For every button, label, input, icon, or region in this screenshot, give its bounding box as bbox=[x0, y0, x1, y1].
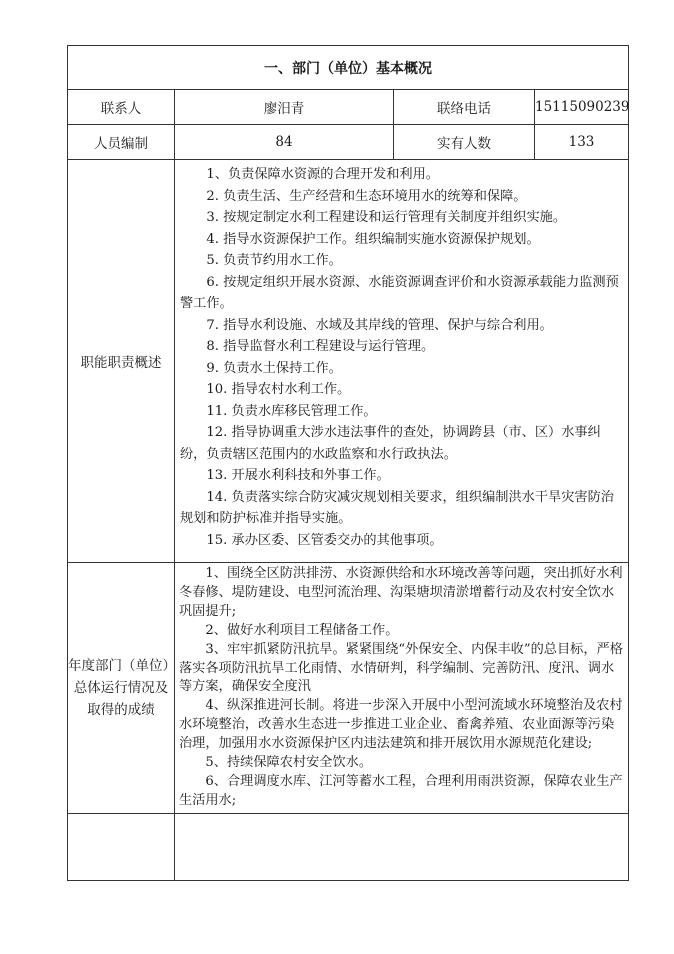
contact-value: 廖汨青 bbox=[175, 90, 394, 125]
duty-item: 2. 负责生活、生产经营和生态环境用水的统筹和保障。 bbox=[206, 188, 527, 204]
duty-item: 8. 指导监督水利工程建设与运行管理。 bbox=[206, 339, 435, 354]
duty-item: 1、负责保障水资源的合理开发和利用。 bbox=[206, 167, 439, 182]
basic-info-table bbox=[67, 45, 629, 881]
duty-item: 4. 指导水资源保护工作。组织编制实施水资源保护规划。 bbox=[206, 231, 540, 247]
duty-item: 11. 负责水库移民管理工作。 bbox=[206, 403, 377, 419]
phone-value: 15115090239 bbox=[535, 90, 629, 125]
duty-item: 14. 负责落实综合防灾减灾规划相关要求，组织编制洪水干旱灾害防治规划和防护标准并指导实施。 bbox=[180, 489, 614, 526]
actual-staff-label: 实有人数 bbox=[394, 125, 535, 160]
duty-item: 5. 负责节约用水工作。 bbox=[206, 253, 342, 268]
performance-item: 1、围绕全区防洪排涝、水资源供给和水环境改善等问题，突出抓好水利冬春修、堤防建设、电型河流治理、沟渠塘坝清淤增蓄行动及农村安全饮水巩固提升; bbox=[179, 566, 623, 619]
blank-cell-right bbox=[175, 813, 629, 880]
duty-item: 10. 指导农村水利工作。 bbox=[206, 382, 351, 397]
duty-item: 9. 负责水土保持工作。 bbox=[206, 360, 342, 376]
duties-cell bbox=[175, 160, 629, 563]
performance-label bbox=[68, 563, 175, 814]
performance-label-line: 年度部门（单位） bbox=[68, 657, 176, 674]
actual-staff-value: 133 bbox=[535, 125, 629, 160]
phone-label: 联络电话 bbox=[394, 90, 535, 125]
performance-item: 6、合理调度水库、江河等蓄水工程，合理利用雨洪资源，保障农业生产生活用水; bbox=[179, 773, 623, 808]
performance-item: 3、牢牢抓紧防汛抗旱。紧紧围绕“外保安全、内保丰收”的总目标，严格落实各项防汛抗旱工化雨情、水情研判，科学编制、完善防汛、度汛、调水等方案，确保安全度汛 bbox=[179, 641, 623, 695]
section-title: 一、部门（单位）基本概况 bbox=[68, 46, 629, 90]
contact-label: 联系人 bbox=[68, 90, 175, 125]
performance-item: 2、做好水利项目工程储备工作。 bbox=[205, 622, 399, 638]
duty-item: 6. 按规定组织开展水资源、水能资源调查评价和水资源承载能力监测预警工作。 bbox=[180, 274, 619, 311]
performance-label-line: 取得的成绩 bbox=[87, 701, 155, 718]
duty-item: 13. 开展水利科技和外事工作。 bbox=[206, 468, 390, 483]
performance-item: 4、纵深推进河长制。将进一步深入开展中小型河流域水环境整治及农村水环境整治，改善水生态进一步推进工业企业、畜禽养殖、农业面源等污染治理，加强用水水资源保护区内违法建筑和排开展饮用水源规范化建设; bbox=[179, 698, 623, 752]
blank-cell-left bbox=[68, 813, 175, 880]
duty-item: 12. 指导协调重大涉水违法事件的查处，协调跨县（市、区）水事纠纷，负责辖区范围内的水政监察和水行政执法。 bbox=[180, 425, 601, 462]
performance-cell bbox=[175, 563, 629, 814]
duty-item: 7. 指导水利设施、水域及其岸线的管理、保护与综合利用。 bbox=[206, 317, 553, 333]
performance-label-line: 总体运行情况及 bbox=[73, 679, 169, 696]
duties-label: 职能职责概述 bbox=[68, 160, 175, 563]
duty-item: 3. 按规定制定水利工程建设和运行管理有关制度并组织实施。 bbox=[206, 210, 567, 225]
staff-quota-label: 人员编制 bbox=[68, 125, 175, 160]
performance-item: 5、持续保障农村安全饮水。 bbox=[205, 755, 373, 771]
staff-quota-value: 84 bbox=[175, 125, 394, 160]
duty-item: 15. 承办区委、区管委交办的其他事项。 bbox=[206, 532, 443, 548]
